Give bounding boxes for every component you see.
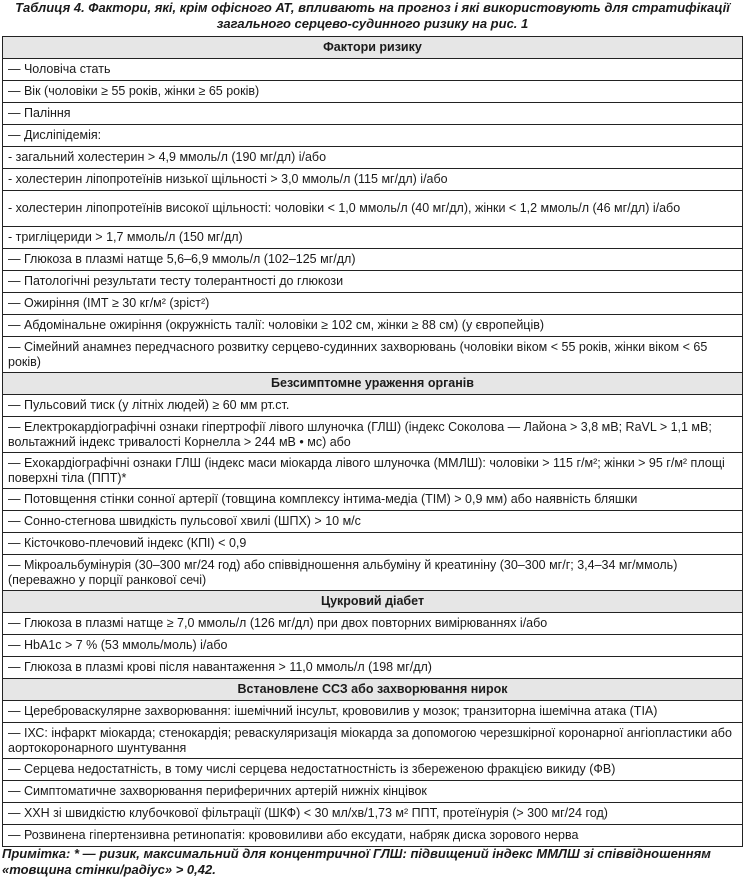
- section-header-risk-factors: Фактори ризику: [3, 37, 743, 59]
- caption-line-2: загального серцево-судинного ризику на рис. 1: [216, 16, 529, 31]
- risk-factors-table: [2, 36, 743, 847]
- table-row: — Глюкоза в плазмі натще 5,6–6,9 ммоль/л (102–125 мг/дл): [3, 249, 743, 271]
- table-row: — Чоловіча стать: [3, 59, 743, 81]
- table-row: — ІХС: інфаркт міокарда; стенокардія; реваскуляризація міокарда за допомогою черезшкірної коронарної ангіопластики або аортокоронарного шунтування: [3, 723, 743, 759]
- caption-line-1: Таблиця 4. Фактори, які, крім офісного АТ, впливають на прогноз і які використовують для стратифікації: [15, 0, 730, 15]
- table-row: — Глюкоза в плазмі крові після навантаження > 11,0 ммоль/л (198 мг/дл): [3, 657, 743, 679]
- table-row: — Сонно-стегнова швидкість пульсової хвилі (ШПХ) > 10 м/с: [3, 511, 743, 533]
- section-header-target-organ-damage: Безсимптомне ураження органів: [3, 373, 743, 395]
- table-row: — Глюкоза в плазмі натще ≥ 7,0 ммоль/л (126 мг/дл) при двох повторних вимірюваннях і/або: [3, 613, 743, 635]
- table-row: — Розвинена гіпертензивна ретинопатія: крововиливи або ексудати, набряк диска зорового нерва: [3, 825, 743, 847]
- table-row: — Паління: [3, 103, 743, 125]
- section-header-diabetes: Цукровий діабет: [3, 591, 743, 613]
- table-row: - тригліцериди > 1,7 ммоль/л (150 мг/дл): [3, 227, 743, 249]
- table-row: — Патологічні результати тесту толерантності до глюкози: [3, 271, 743, 293]
- section-header-established-cvd: Встановлене ССЗ або захворювання нирок: [3, 679, 743, 701]
- table-row: — Ожиріння (ІМТ ≥ 30 кг/м² (зріст²): [3, 293, 743, 315]
- table-row: — Дисліпідемія:: [3, 125, 743, 147]
- table-row: - загальний холестерин > 4,9 ммоль/л (190 мг/дл) і/або: [3, 147, 743, 169]
- table-row: — Кісточково-плечовий індекс (КПІ) < 0,9: [3, 533, 743, 555]
- table-row: — Потовщення стінки сонної артерії (товщина комплексу інтима-медіа (ТІМ) > 0,9 мм) або наявність бляшки: [3, 489, 743, 511]
- table-row: - холестерин ліпопротеїнів високої щільності: чоловіки < 1,0 ммоль/л (40 мг/дл), жінки < 1,2 ммоль/л (46 мг/дл) і/або: [3, 191, 743, 227]
- table-row: — Серцева недостатність, в тому числі серцева недостатностність із збереженою фракцією викиду (ФВ): [3, 759, 743, 781]
- table-row: — ХХН зі швидкістю клубочкової фільтрації (ШКФ) < 30 мл/хв/1,73 м² ППТ, протеїнурія (> 300 мг/24 год): [3, 803, 743, 825]
- table-row: — Вік (чоловіки ≥ 55 років, жінки ≥ 65 років): [3, 81, 743, 103]
- table-row: — Абдомінальне ожиріння (окружність талії: чоловіки ≥ 102 см, жінки ≥ 88 см) (у європейців): [3, 315, 743, 337]
- table-row: - холестерин ліпопротеїнів низької щільності > 3,0 ммоль/л (115 мг/дл) і/або: [3, 169, 743, 191]
- table-footnote: Примітка: * — ризик, максимальний для концентричної ГЛШ: підвищений індекс ММЛШ зі співвідношенням «товщина стінки/радіус» > 0,42.: [2, 846, 711, 877]
- table-row: — HbA1c > 7 % (53 ммоль/моль) і/або: [3, 635, 743, 657]
- table-row: — Пульсовий тиск (у літніх людей) ≥ 60 мм рт.ст.: [3, 395, 743, 417]
- table-caption: [2, 0, 743, 32]
- table-row: — Цереброваскулярне захворювання: ішемічний інсульт, крововилив у мозок; транзиторна ішемічна атака (ТІА): [3, 701, 743, 723]
- table-row: — Сімейний анамнез передчасного розвитку серцево-судинних захворювань (чоловіки віком < 55 років, жінки віком < 65 років): [3, 337, 743, 373]
- table-row: — Симптоматичне захворювання периферичних артерій нижніх кінцівок: [3, 781, 743, 803]
- table-row: — Електрокардіографічні ознаки гіпертрофії лівого шлуночка (ГЛШ) (індекс Соколова — Лайона > 3,8 мВ; RaVL > 1,1 мВ; вольтажний індекс тривалості Корнелла > 244 мВ • мс) або: [3, 417, 743, 453]
- table-row: — Ехокардіографічні ознаки ГЛШ (індекс маси міокарда лівого шлуночка (ММЛШ): чоловіки > 115 г/м²; жінки > 95 г/м² площі поверхні тіла (ППТ)*: [3, 453, 743, 489]
- table-row: — Мікроальбумінурія (30–300 мг/24 год) або співвідношення альбуміну й креатиніну (30–300 мг/г; 3,4–34 мг/ммоль) (переважно у порції ранкової сечі): [3, 555, 743, 591]
